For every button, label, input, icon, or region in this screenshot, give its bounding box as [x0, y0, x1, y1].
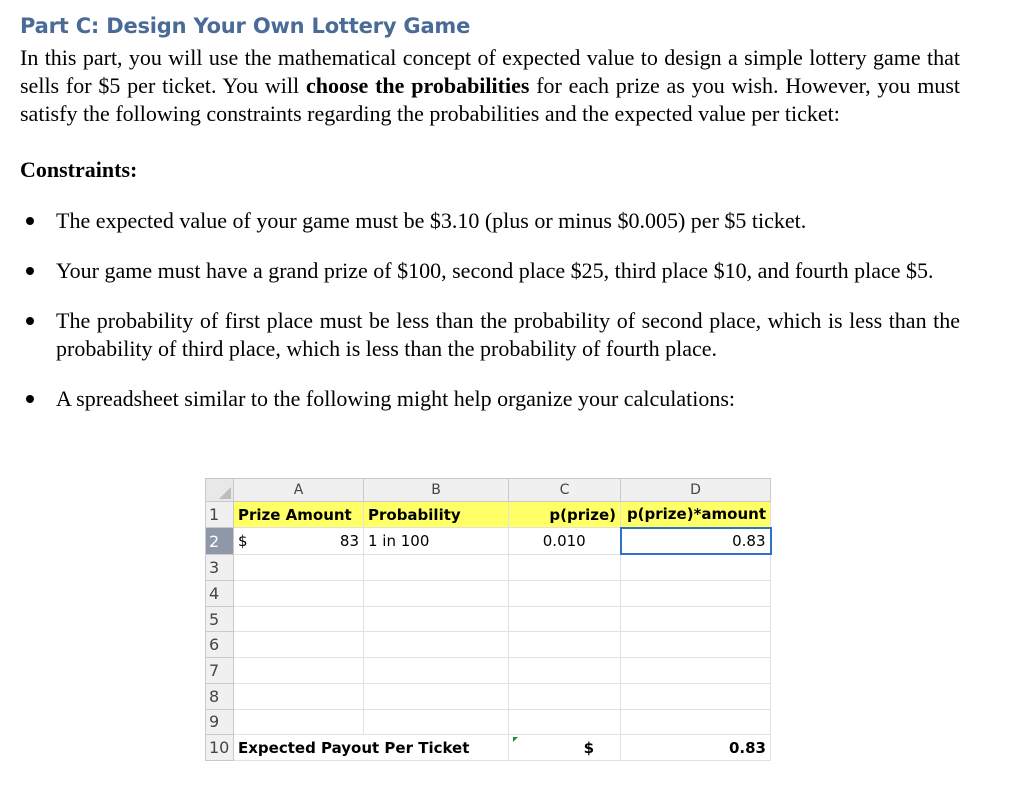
cell[interactable] — [234, 581, 364, 607]
cell[interactable] — [509, 709, 621, 735]
intro-text-1: In this part, you will use the mathematical concept of expected value to design a simple lottery game that sells for $5 per ticket. You will — [20, 45, 960, 98]
row-header[interactable]: 9 — [206, 709, 234, 735]
cell[interactable] — [234, 606, 364, 632]
cell[interactable] — [621, 581, 771, 607]
spreadsheet-grid — [205, 478, 772, 761]
table-row — [206, 658, 771, 684]
cell-a1[interactable]: Prize Amount — [234, 502, 364, 528]
cell-a2[interactable] — [234, 528, 364, 555]
constraints-heading: Constraints: — [20, 157, 138, 182]
row-header[interactable]: 5 — [206, 606, 234, 632]
column-header-d[interactable]: D — [621, 479, 771, 502]
table-row — [206, 683, 771, 709]
row-header[interactable]: 6 — [206, 632, 234, 658]
cell[interactable] — [621, 606, 771, 632]
cell[interactable] — [364, 606, 509, 632]
table-row — [206, 606, 771, 632]
expected-payout-label[interactable]: Expected Payout Per Ticket — [234, 735, 509, 761]
row-header[interactable]: 8 — [206, 683, 234, 709]
cell[interactable] — [234, 683, 364, 709]
cell[interactable] — [509, 554, 621, 580]
table-row — [206, 528, 771, 555]
table-row — [206, 709, 771, 735]
constraint-item: The expected value of your game must be $3.10 (plus or minus $0.005) per $5 ticket. — [20, 207, 960, 235]
bullet-icon — [26, 217, 34, 225]
cell-d10[interactable]: 0.83 — [621, 735, 771, 761]
document-body — [20, 12, 960, 413]
constraints-list — [20, 207, 960, 413]
row-header[interactable]: 4 — [206, 581, 234, 607]
cell-b1[interactable]: Probability — [364, 502, 509, 528]
cell[interactable] — [509, 581, 621, 607]
bullet-icon — [26, 267, 34, 275]
constraint-item: Your game must have a grand prize of $100, second place $25, third place $10, and fourth place $5. — [20, 257, 960, 285]
cell[interactable] — [509, 683, 621, 709]
row-header[interactable]: 7 — [206, 658, 234, 684]
cell[interactable] — [234, 709, 364, 735]
cell-c1[interactable]: p(prize) — [509, 502, 621, 528]
cell[interactable] — [364, 632, 509, 658]
cell[interactable] — [364, 683, 509, 709]
table-row — [206, 581, 771, 607]
cell-c10[interactable] — [509, 735, 621, 761]
select-all-icon — [219, 487, 231, 499]
cell[interactable] — [234, 554, 364, 580]
cell-d2-active[interactable]: 0.83 — [621, 528, 771, 555]
error-indicator-icon — [513, 737, 518, 742]
cell[interactable] — [234, 632, 364, 658]
bullet-icon — [26, 395, 34, 403]
table-row — [206, 554, 771, 580]
intro-text-2: for each prize as you wish. However, you must satisfy the following constraints regarding the probabilities and the expected value per ticket: — [20, 73, 961, 126]
cell[interactable] — [509, 606, 621, 632]
cell[interactable] — [364, 581, 509, 607]
cell[interactable] — [364, 554, 509, 580]
table-row — [206, 735, 771, 761]
column-header-a[interactable]: A — [234, 479, 364, 502]
cell[interactable] — [621, 632, 771, 658]
cell-b2[interactable]: 1 in 100 — [364, 528, 509, 555]
cell[interactable] — [364, 709, 509, 735]
section-title: Part C: Design Your Own Lottery Game — [20, 14, 471, 38]
cell-c2[interactable]: 0.010 — [509, 528, 621, 555]
bullet-icon — [26, 317, 34, 325]
constraint-item: A spreadsheet similar to the following might help organize your calculations: — [20, 385, 960, 413]
column-header-row — [206, 479, 771, 502]
select-all-corner[interactable] — [206, 479, 234, 502]
cell[interactable] — [621, 709, 771, 735]
cell[interactable] — [621, 683, 771, 709]
cell[interactable] — [364, 658, 509, 684]
cell[interactable] — [509, 632, 621, 658]
row-header[interactable]: 3 — [206, 554, 234, 580]
cell[interactable] — [621, 554, 771, 580]
prize-amount: 83 — [339, 532, 359, 551]
table-row — [206, 632, 771, 658]
row-header[interactable]: 1 — [206, 502, 234, 528]
spreadsheet — [205, 478, 770, 761]
table-row — [206, 502, 771, 528]
intro-bold: choose the probabilities — [305, 73, 530, 98]
cell[interactable] — [234, 658, 364, 684]
constraint-item: The probability of first place must be less than the probability of second place, which is less than the probability of third place, which is less than the probability of fourth place. — [20, 307, 960, 363]
intro-paragraph — [20, 44, 960, 128]
column-header-b[interactable]: B — [364, 479, 509, 502]
cell-d1[interactable]: p(prize)*amount — [621, 502, 771, 528]
row-header[interactable]: 2 — [206, 528, 234, 555]
currency-symbol: $ — [238, 532, 248, 551]
cell[interactable] — [509, 658, 621, 684]
column-header-c[interactable]: C — [509, 479, 621, 502]
total-currency: $ — [583, 738, 594, 757]
cell[interactable] — [621, 658, 771, 684]
row-header[interactable]: 10 — [206, 735, 234, 761]
